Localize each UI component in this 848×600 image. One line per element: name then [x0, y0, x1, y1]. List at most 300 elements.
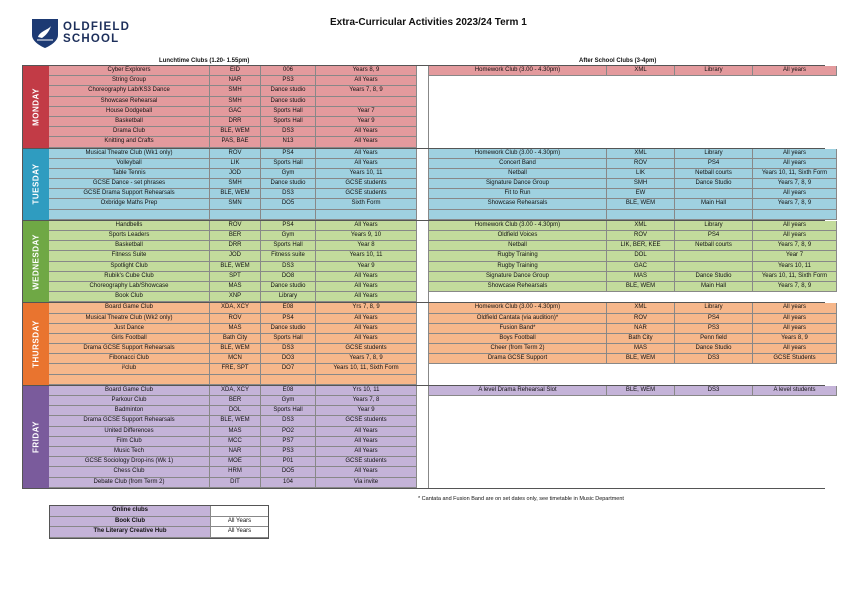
cell-after-staff: GAC [607, 262, 675, 272]
cell-activity: Sports Leaders [49, 231, 210, 241]
cell-after-years [753, 447, 837, 457]
cell-activity: Musical Theatre Club (Wk2 only) [49, 314, 210, 324]
online-club-years: All Years [211, 527, 268, 538]
swan-shield-icon [30, 17, 60, 49]
cell-after-activity: Homework Club (3.00 - 4.30pm) [429, 66, 607, 76]
column-gap [417, 354, 429, 364]
day-label [23, 303, 49, 385]
cell-activity: Badminton [49, 406, 210, 416]
cell-after-room [675, 189, 753, 199]
cell-activity: Drama Club [49, 127, 210, 137]
online-club-name: Book Club [50, 517, 211, 528]
cell-after-years [753, 478, 837, 488]
table-row [49, 179, 837, 189]
cell-after-years [753, 86, 837, 96]
cell-years: Year 9 [316, 262, 417, 272]
cell-after-years: All years [753, 149, 837, 159]
cell-years: All Years [316, 272, 417, 282]
cell-after-staff [607, 447, 675, 457]
column-gap [417, 251, 429, 261]
cell-after-activity [429, 467, 607, 477]
cell-staff [210, 210, 261, 220]
cell-staff: BLE, WEM [210, 416, 261, 426]
cell-after-years: Years 8, 9 [753, 334, 837, 344]
cell-room: PS4 [261, 314, 316, 324]
table-row [49, 272, 837, 282]
cell-after-years [753, 76, 837, 86]
cell-years: All Years [316, 437, 417, 447]
day-section-tuesday [22, 148, 828, 221]
cell-room: Dance studio [261, 179, 316, 189]
cell-after-years [753, 406, 837, 416]
school-name [63, 21, 130, 45]
column-gap [417, 282, 429, 292]
column-gap [417, 447, 429, 457]
cell-after-activity: Netball [429, 241, 607, 251]
table-row [49, 76, 837, 86]
cell-years: GCSE students [316, 189, 417, 199]
day-label-text: TUESDAY [31, 163, 41, 205]
cell-after-activity [429, 364, 607, 374]
cell-years: Years 10, 11 [316, 169, 417, 179]
cell-room: Dance studio [261, 97, 316, 107]
cell-after-room [675, 137, 753, 147]
column-gap [417, 159, 429, 169]
table-row [49, 386, 837, 396]
column-gap [417, 427, 429, 437]
online-row [50, 506, 268, 517]
table-row [49, 437, 837, 447]
cell-staff: SMN [210, 199, 261, 209]
cell-after-activity [429, 437, 607, 447]
cell-room: Sports Hall [261, 406, 316, 416]
day-label-text: WEDNESDAY [31, 233, 41, 290]
cell-years: All Years [316, 127, 417, 137]
cell-room: Gym [261, 231, 316, 241]
cell-room: DS3 [261, 262, 316, 272]
cell-activity: Just Dance [49, 324, 210, 334]
column-gap [417, 127, 429, 137]
cell-staff: NAR [210, 76, 261, 86]
cell-activity: Drama GCSE Support Rehearsals [49, 416, 210, 426]
column-gap [417, 189, 429, 199]
cell-staff: MAS [210, 324, 261, 334]
cell-activity: Spotlight Club [49, 262, 210, 272]
cell-after-staff [607, 210, 675, 220]
cell-after-activity [429, 137, 607, 147]
day-label-text: THURSDAY [31, 320, 41, 368]
cell-room: Dance studio [261, 282, 316, 292]
cell-room: Sports Hall [261, 107, 316, 117]
cell-activity: Book Club [49, 292, 210, 302]
table-row [49, 251, 837, 261]
cell-staff: DIT [210, 478, 261, 488]
column-gap [417, 231, 429, 241]
cell-activity: Chess Club [49, 467, 210, 477]
cell-staff: MOE [210, 457, 261, 467]
cell-after-activity [429, 478, 607, 488]
cell-after-years [753, 457, 837, 467]
cell-after-activity: Oldfield Cantata (via audition)* [429, 314, 607, 324]
column-gap [417, 396, 429, 406]
cell-room: DS3 [261, 189, 316, 199]
cell-staff: SPT [210, 272, 261, 282]
cell-after-room: Library [675, 66, 753, 76]
cell-after-room: DS3 [675, 386, 753, 396]
cell-activity: GCSE Sociology Drop-ins (Wk 1) [49, 457, 210, 467]
cell-after-years [753, 375, 837, 385]
cell-after-staff: LIK [607, 169, 675, 179]
table-row [49, 314, 837, 324]
cell-staff: JOD [210, 251, 261, 261]
cell-after-room [675, 76, 753, 86]
cell-years: All Years [316, 314, 417, 324]
cell-after-room [675, 210, 753, 220]
cell-room: Dance studio [261, 86, 316, 96]
online-club-name: The Literary Creative Hub [50, 527, 211, 538]
column-gap [417, 76, 429, 86]
cell-staff: BER [210, 231, 261, 241]
cell-years [316, 97, 417, 107]
cell-after-staff: ROV [607, 231, 675, 241]
cell-room: PS3 [261, 447, 316, 457]
cell-after-activity: Homework Club (3.00 - 4.30pm) [429, 221, 607, 231]
cell-after-room [675, 427, 753, 437]
cell-activity: GCSE Drama Support Rehearsals [49, 189, 210, 199]
cell-after-room [675, 406, 753, 416]
column-gap [417, 344, 429, 354]
cell-after-room: Dance Studio [675, 179, 753, 189]
cell-staff: MCN [210, 354, 261, 364]
cell-staff: BLE, WEM [210, 127, 261, 137]
cell-years: Yrs 7, 8, 9 [316, 303, 417, 313]
cell-after-years: All years [753, 303, 837, 313]
cell-after-staff [607, 107, 675, 117]
cell-after-years [753, 292, 837, 302]
cell-years: Years 10, 11, Sixth Form [316, 364, 417, 374]
cell-after-years [753, 416, 837, 426]
cell-activity: Volleyball [49, 159, 210, 169]
day-label [23, 386, 49, 488]
cell-after-activity [429, 396, 607, 406]
school-name-line2: SCHOOL [63, 33, 120, 45]
cell-room [261, 210, 316, 220]
cell-years: All Years [316, 324, 417, 334]
cell-after-activity [429, 447, 607, 457]
cell-activity: Table Tennis [49, 169, 210, 179]
day-section-wednesday [22, 220, 828, 304]
cell-after-years: Years 10, 11, Sixth Form [753, 169, 837, 179]
cell-staff: HRM [210, 467, 261, 477]
cell-after-years [753, 427, 837, 437]
table-row [49, 97, 837, 107]
cell-staff: SMH [210, 97, 261, 107]
cell-years: Year 9 [316, 406, 417, 416]
cell-staff: EID [210, 66, 261, 76]
cell-after-room [675, 478, 753, 488]
cell-after-activity [429, 210, 607, 220]
cell-years [316, 375, 417, 385]
cell-years: Years 8, 9 [316, 66, 417, 76]
cell-room: 006 [261, 66, 316, 76]
table-row [49, 210, 837, 220]
cell-staff [210, 375, 261, 385]
cell-after-room [675, 375, 753, 385]
column-gap [417, 437, 429, 447]
cell-after-room: PS4 [675, 159, 753, 169]
online-club-years [211, 506, 268, 517]
cell-years: All Years [316, 149, 417, 159]
column-gap [417, 416, 429, 426]
cell-activity: Musical Theatre Club (Wk1 only) [49, 149, 210, 159]
column-gap [417, 262, 429, 272]
column-gap [417, 241, 429, 251]
cell-activity: Debate Club (from Term 2) [49, 478, 210, 488]
cell-staff: DRR [210, 117, 261, 127]
online-row [50, 527, 268, 538]
cell-after-staff: Bath City [607, 334, 675, 344]
table-row [49, 292, 837, 302]
table-row [49, 86, 837, 96]
cell-years: GCSE students [316, 416, 417, 426]
cell-room: PO2 [261, 427, 316, 437]
cell-after-staff: XML [607, 221, 675, 231]
table-row [49, 137, 837, 147]
cell-room: PS3 [261, 76, 316, 86]
cell-room: DO7 [261, 364, 316, 374]
cell-years: Via invite [316, 478, 417, 488]
table-row [49, 406, 837, 416]
cell-room: DS3 [261, 344, 316, 354]
table-row [49, 282, 837, 292]
cell-staff: MAS [210, 427, 261, 437]
table-row [49, 303, 837, 313]
cell-room: Sports Hall [261, 334, 316, 344]
cell-years: GCSE students [316, 344, 417, 354]
cell-after-years: Year 7 [753, 251, 837, 261]
cell-after-activity [429, 76, 607, 86]
cell-after-room [675, 467, 753, 477]
cell-room: DS3 [261, 127, 316, 137]
column-gap [417, 66, 429, 76]
cell-after-activity: Rugby Training [429, 262, 607, 272]
table-row [49, 324, 837, 334]
table-row [49, 231, 837, 241]
cell-staff: MAS [210, 282, 261, 292]
cell-after-staff: LIK, BER, KEE [607, 241, 675, 251]
table-row [49, 427, 837, 437]
cell-staff: Bath City [210, 334, 261, 344]
cell-after-activity: Showcase Rehearsals [429, 282, 607, 292]
cell-after-years: All years [753, 324, 837, 334]
cell-after-staff: XML [607, 149, 675, 159]
table-row [49, 375, 837, 385]
cell-after-staff [607, 467, 675, 477]
column-gap [417, 97, 429, 107]
cell-staff: DOL [210, 406, 261, 416]
cell-activity: Board Game Club [49, 386, 210, 396]
column-gap [417, 324, 429, 334]
cell-after-years: A level students [753, 386, 837, 396]
cell-years: Years 10, 11 [316, 251, 417, 261]
cell-after-staff: MAS [607, 272, 675, 282]
after-header: After School Clubs (3-4pm) [579, 58, 657, 64]
online-club-years: All Years [211, 517, 268, 528]
cell-after-years: GCSE Students [753, 354, 837, 364]
cell-activity: House Dodgeball [49, 107, 210, 117]
cell-staff: XDA, XCY [210, 303, 261, 313]
cell-staff: XDA, XCY [210, 386, 261, 396]
cell-after-years [753, 137, 837, 147]
column-gap [417, 406, 429, 416]
cell-after-years: Years 7, 8, 9 [753, 282, 837, 292]
cell-room: DO8 [261, 272, 316, 282]
cell-after-activity [429, 117, 607, 127]
cell-after-room [675, 97, 753, 107]
cell-after-staff [607, 117, 675, 127]
table-row [49, 117, 837, 127]
cell-after-staff [607, 406, 675, 416]
cell-after-years [753, 97, 837, 107]
cell-after-staff [607, 416, 675, 426]
cell-after-years [753, 107, 837, 117]
day-label-text: MONDAY [31, 87, 41, 126]
cell-after-activity: Fusion Band* [429, 324, 607, 334]
cell-activity: Parkour Club [49, 396, 210, 406]
cell-activity: Rubik's Cube Club [49, 272, 210, 282]
cell-staff: NAR [210, 447, 261, 457]
cell-activity: Knitting and Crafts [49, 137, 210, 147]
cell-after-years: All years [753, 231, 837, 241]
cell-years: Year 8 [316, 241, 417, 251]
cell-staff: BER [210, 396, 261, 406]
table-row [49, 457, 837, 467]
cell-activity: Cyber Explorers [49, 66, 210, 76]
cell-years: Years 7, 8 [316, 396, 417, 406]
column-gap [417, 107, 429, 117]
timetable [22, 57, 828, 489]
page-title: Extra-Curricular Activities 2023/24 Term 1 [330, 17, 527, 28]
cell-after-years [753, 467, 837, 477]
cell-room: PS4 [261, 149, 316, 159]
cell-years: Year 9 [316, 117, 417, 127]
cell-years: Sixth Form [316, 199, 417, 209]
cell-staff: SMH [210, 86, 261, 96]
cell-after-staff [607, 437, 675, 447]
cell-activity: Girls Football [49, 334, 210, 344]
cell-after-activity: Signature Dance Group [429, 179, 607, 189]
cell-after-years: Years 10, 11 [753, 262, 837, 272]
cell-activity: United Differences [49, 427, 210, 437]
table-row [49, 241, 837, 251]
cell-room: Library [261, 292, 316, 302]
cell-room: Dance studio [261, 324, 316, 334]
cell-after-activity [429, 292, 607, 302]
cell-after-room: PS4 [675, 314, 753, 324]
cell-after-activity [429, 86, 607, 96]
cell-activity: Fitness Suite [49, 251, 210, 261]
cell-after-activity [429, 416, 607, 426]
cell-staff: ROV [210, 314, 261, 324]
cell-after-activity: Homework Club (3.00 - 4.30pm) [429, 303, 607, 313]
cell-after-staff [607, 76, 675, 86]
cell-after-room: PS4 [675, 231, 753, 241]
column-gap [417, 149, 429, 159]
cell-activity [49, 375, 210, 385]
cell-after-room [675, 262, 753, 272]
school-logo [30, 17, 170, 51]
cell-years: All Years [316, 427, 417, 437]
table-row [49, 334, 837, 344]
cell-after-activity: Netball [429, 169, 607, 179]
cell-after-staff: MAS [607, 344, 675, 354]
column-gap [417, 221, 429, 231]
cell-activity: Basketball [49, 117, 210, 127]
cell-room: PS7 [261, 437, 316, 447]
cell-activity: Choreography Lab/Showcase [49, 282, 210, 292]
cell-staff: BLE, WEM [210, 344, 261, 354]
table-row [49, 467, 837, 477]
cell-after-room [675, 251, 753, 261]
cell-after-activity [429, 457, 607, 467]
online-row [50, 517, 268, 528]
cell-after-activity: Showcase Rehearsals [429, 199, 607, 209]
cell-years: Years 7, 8, 9 [316, 86, 417, 96]
cell-staff: XNP [210, 292, 261, 302]
cell-after-staff: XML [607, 66, 675, 76]
column-gap [417, 375, 429, 385]
day-label [23, 66, 49, 148]
cell-years: Years 9, 10 [316, 231, 417, 241]
cell-after-activity: A level Drama Rehearsal Slot [429, 386, 607, 396]
cell-after-room [675, 416, 753, 426]
cell-after-activity: Boys Football [429, 334, 607, 344]
cell-after-staff: BLE, WEM [607, 386, 675, 396]
cell-activity: Drama GCSE Support Rehearsals [49, 344, 210, 354]
table-row [49, 396, 837, 406]
table-row [49, 262, 837, 272]
cell-after-activity [429, 427, 607, 437]
online-club-name: Online clubs [50, 506, 211, 517]
column-gap [417, 210, 429, 220]
cell-after-room: Main Hall [675, 282, 753, 292]
cell-after-room [675, 292, 753, 302]
cell-activity: GCSE Dance - set phrases [49, 179, 210, 189]
cell-years: Year 7 [316, 107, 417, 117]
cell-years: All Years [316, 447, 417, 457]
cell-after-room: Library [675, 221, 753, 231]
cell-after-years [753, 437, 837, 447]
cell-after-staff: BLE, WEM [607, 354, 675, 364]
cell-room: DO3 [261, 354, 316, 364]
cell-activity: Film Club [49, 437, 210, 447]
day-section-monday [22, 65, 825, 149]
cell-after-room [675, 457, 753, 467]
cell-after-room: PS3 [675, 324, 753, 334]
cell-after-room [675, 127, 753, 137]
cell-after-activity: Signature Dance Group [429, 272, 607, 282]
cell-room: Sports Hall [261, 159, 316, 169]
cell-staff: GAC [210, 107, 261, 117]
cell-staff: JOD [210, 169, 261, 179]
cell-room: DO5 [261, 467, 316, 477]
cell-after-staff [607, 86, 675, 96]
cell-staff: BLE, WEM [210, 262, 261, 272]
day-label [23, 149, 49, 220]
cell-after-staff [607, 478, 675, 488]
cell-years: Years 7, 8, 9 [316, 354, 417, 364]
cell-after-staff [607, 396, 675, 406]
